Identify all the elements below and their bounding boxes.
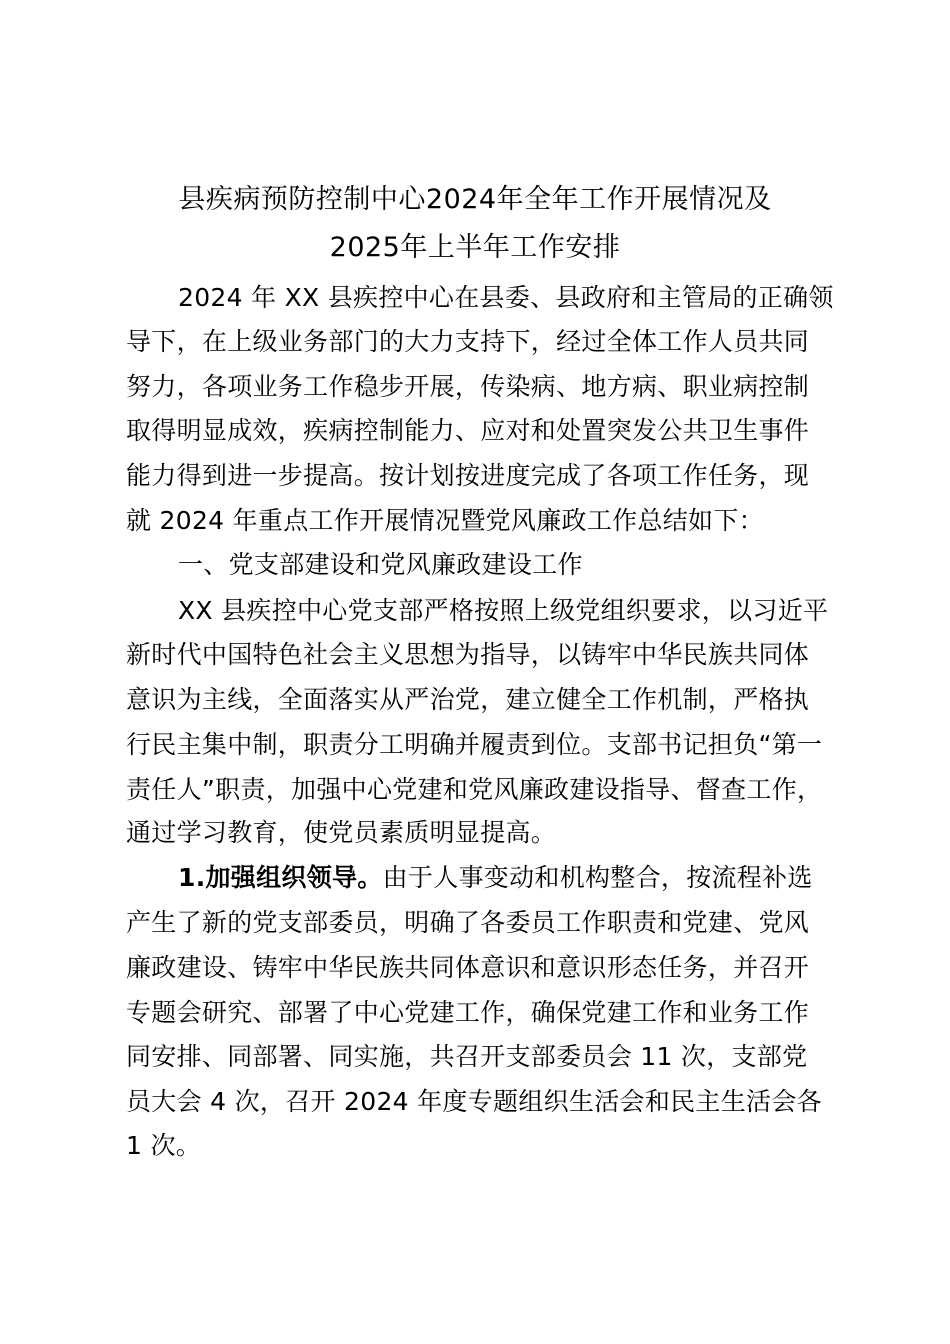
section-body-line: 新时代中国特色社会主义思想为指导，以铸牢中华民族共同体: [126, 640, 810, 669]
section-body-line: 意识为主线，全面落实从严治党，建立健全工作机制，严格执: [126, 685, 810, 714]
section-heading: 一、党支部建设和党风廉政建设工作: [178, 550, 583, 579]
intro-line: 能力得到进一步提高。按计划按进度完成了各项工作任务，现: [126, 461, 810, 490]
item-1-body-line: 专题会研究、部署了中心党建工作，确保党建工作和业务工作: [126, 998, 810, 1027]
item-1-body-line: 产生了新的党支部委员，明确了各委员工作职责和党建、党风: [126, 908, 810, 937]
item-1-first-text: 由于人事变动和机构整合，按流程补选: [382, 863, 813, 892]
item-1-body-line: 同安排、同部署、同实施，共召开支部委员会 11 次，支部党: [126, 1042, 808, 1071]
document-title-line-1: 县疾病预防控制中心2024年全年工作开展情况及: [178, 184, 772, 215]
item-1-body-line: 1 次。: [126, 1131, 202, 1160]
section-body-line: 通过学习教育，使党员素质明显提高。: [126, 818, 557, 847]
item-1-heading: 1.加强组织领导。: [178, 863, 383, 892]
section-body-line: 行民主集中制，职责分工明确并履责到位。支部书记担负“第一: [126, 730, 823, 759]
section-body-line: XX 县疾控中心党支部严格按照上级党组织要求，以习近平: [178, 596, 829, 625]
item-1-first-line: [178, 863, 813, 893]
item-1-body-line: 员大会 4 次，召开 2024 年度专题组织生活会和民主生活会各: [126, 1087, 822, 1116]
intro-line: 取得明显成效，疾病控制能力、应对和处置突发公共卫生事件: [126, 416, 810, 445]
intro-line: 就 2024 年重点工作开展情况暨党风廉政工作总结如下：: [126, 506, 764, 535]
intro-line: 努力，各项业务工作稳步开展，传染病、地方病、职业病控制: [126, 372, 810, 401]
section-body-line: 责任人”职责，加强中心党建和党风廉政建设指导、督查工作，: [126, 775, 823, 804]
item-1-body-line: 廉政建设、铸牢中华民族共同体意识和意识形态任务，并召开: [126, 953, 810, 982]
document-title-line-2: 2025年上半年工作安排: [329, 232, 621, 263]
intro-line: 导下，在上级业务部门的大力支持下，经过全体工作人员共同: [126, 327, 810, 356]
intro-line: 2024 年 XX 县疾控中心在县委、县政府和主管局的正确领: [178, 283, 834, 312]
